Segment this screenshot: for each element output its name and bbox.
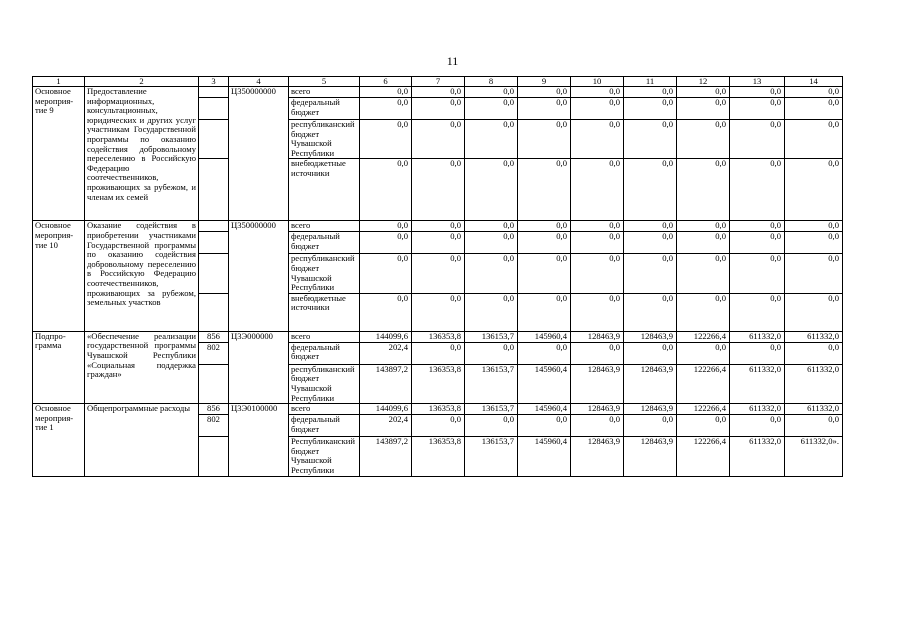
value-cell: 0,0 <box>360 98 412 120</box>
value-cell: 0,0 <box>785 87 843 98</box>
header-cell: 8 <box>465 77 518 87</box>
header-cell: 6 <box>360 77 412 87</box>
value-cell: 0,0 <box>730 293 785 331</box>
value-cell: 0,0 <box>677 232 730 254</box>
page-number: 11 <box>446 54 459 68</box>
value-cell: 0,0 <box>518 293 571 331</box>
header-cell: 14 <box>785 77 843 87</box>
value-cell: 0,0 <box>730 342 785 364</box>
value-cell: 0,0 <box>412 415 465 437</box>
value-cell: 128463,9 <box>571 331 624 342</box>
value-cell: 611332,0 <box>730 437 785 476</box>
funding-source-cell: федеральный бюджет <box>289 415 360 437</box>
value-cell: 122266,4 <box>677 404 730 415</box>
value-cell: 0,0 <box>465 342 518 364</box>
header-cell: 11 <box>624 77 677 87</box>
value-cell: 0,0 <box>571 342 624 364</box>
value-cell: 128463,9 <box>624 437 677 476</box>
value-cell: 0,0 <box>624 232 677 254</box>
value-cell: 0,0 <box>624 254 677 293</box>
value-cell: 0,0 <box>465 159 518 221</box>
grbs-cell <box>199 364 229 403</box>
value-cell: 0,0 <box>571 415 624 437</box>
grbs-cell <box>199 232 229 254</box>
value-cell: 0,0 <box>360 159 412 221</box>
value-cell: 611332,0 <box>730 331 785 342</box>
value-cell: 122266,4 <box>677 331 730 342</box>
funding-source-cell: федеральный бюджет <box>289 232 360 254</box>
budget-code-cell: Ц350000000 <box>229 221 289 331</box>
value-cell: 0,0 <box>785 232 843 254</box>
value-cell: 0,0 <box>412 221 465 232</box>
value-cell: 143897,2 <box>360 364 412 403</box>
value-cell: 0,0 <box>730 232 785 254</box>
value-cell: 136153,7 <box>465 404 518 415</box>
funding-source-cell: республиканский бюджет Чувашской Республики <box>289 254 360 293</box>
value-cell: 0,0 <box>624 342 677 364</box>
value-cell: 611332,0 <box>785 364 843 403</box>
table-row <box>33 331 843 342</box>
header-cell: 4 <box>229 77 289 87</box>
grbs-cell: 856 <box>199 404 229 415</box>
value-cell: 0,0 <box>412 342 465 364</box>
value-cell: 0,0 <box>518 98 571 120</box>
value-cell: 611332,0 <box>730 364 785 403</box>
value-cell: 0,0 <box>677 293 730 331</box>
value-cell: 0,0 <box>677 221 730 232</box>
value-cell: 122266,4 <box>677 364 730 403</box>
value-cell: 0,0 <box>677 415 730 437</box>
value-cell: 0,0 <box>360 232 412 254</box>
event-description-cell: «Обеспечение реализации государственной программы Чувашской Республики «Социальная поддержка граждан» <box>85 331 199 403</box>
value-cell: 0,0 <box>624 293 677 331</box>
value-cell: 0,0 <box>518 254 571 293</box>
value-cell: 144099,6 <box>360 331 412 342</box>
value-cell: 0,0 <box>677 120 730 159</box>
value-cell: 0,0 <box>360 293 412 331</box>
value-cell: 0,0 <box>360 254 412 293</box>
event-description-cell: Предоставление информационных, консультационных, юридических и других услуг участникам Государственной программы по оказанию содействия добровольному переселению в Российскую Федерацию соотечественников, проживающих за рубежом, и членам их семей <box>85 87 199 221</box>
value-cell: 143897,2 <box>360 437 412 476</box>
value-cell: 128463,9 <box>624 364 677 403</box>
grbs-cell: 856 <box>199 331 229 342</box>
value-cell: 611332,0 <box>785 404 843 415</box>
table-row <box>33 404 843 415</box>
value-cell: 0,0 <box>518 120 571 159</box>
value-cell: 0,0 <box>677 254 730 293</box>
value-cell: 0,0 <box>465 87 518 98</box>
value-cell: 136153,7 <box>465 364 518 403</box>
value-cell: 0,0 <box>465 293 518 331</box>
value-cell: 0,0 <box>412 232 465 254</box>
value-cell: 0,0 <box>571 159 624 221</box>
table-row <box>33 87 843 98</box>
grbs-cell: 802 <box>199 415 229 437</box>
funding-source-cell: Республиканский бюджет Чувашской Республики <box>289 437 360 476</box>
header-cell: 2 <box>85 77 199 87</box>
value-cell: 0,0 <box>730 254 785 293</box>
value-cell: 202,4 <box>360 415 412 437</box>
funding-source-cell: всего <box>289 331 360 342</box>
value-cell: 0,0 <box>465 254 518 293</box>
value-cell: 0,0 <box>518 415 571 437</box>
value-cell: 0,0 <box>624 221 677 232</box>
value-cell: 145960,4 <box>518 404 571 415</box>
header-cell: 13 <box>730 77 785 87</box>
value-cell: 128463,9 <box>571 404 624 415</box>
value-cell: 0,0 <box>571 221 624 232</box>
value-cell: 0,0 <box>412 159 465 221</box>
value-cell: 136353,8 <box>412 437 465 476</box>
value-cell: 0,0 <box>412 254 465 293</box>
value-cell: 0,0 <box>624 159 677 221</box>
header-cell: 1 <box>33 77 85 87</box>
value-cell: 0,0 <box>465 232 518 254</box>
value-cell: 0,0 <box>465 221 518 232</box>
value-cell: 0,0 <box>465 98 518 120</box>
grbs-cell <box>199 87 229 98</box>
value-cell: 0,0 <box>730 98 785 120</box>
funding-source-cell: внебюджетные источники <box>289 293 360 331</box>
value-cell: 0,0 <box>465 415 518 437</box>
value-cell: 0,0 <box>677 98 730 120</box>
funding-source-cell: всего <box>289 87 360 98</box>
grbs-cell <box>199 120 229 159</box>
value-cell: 0,0 <box>518 87 571 98</box>
funding-source-cell: всего <box>289 404 360 415</box>
value-cell: 0,0 <box>677 159 730 221</box>
header-cell: 3 <box>199 77 229 87</box>
value-cell: 0,0 <box>785 254 843 293</box>
event-description-cell: Оказание содействия в приобретении участниками Государственной программы по оказанию содействия добровольному переселению в Российскую Федерацию соотечественников, проживающих за рубежом, земельных участков <box>85 221 199 331</box>
value-cell: 0,0 <box>785 221 843 232</box>
header-cell: 7 <box>412 77 465 87</box>
event-label-cell: Основное мероприя-тие 1 <box>33 404 85 476</box>
grbs-cell <box>199 221 229 232</box>
value-cell: 0,0 <box>412 98 465 120</box>
value-cell: 136153,7 <box>465 331 518 342</box>
value-cell: 136353,8 <box>412 404 465 415</box>
value-cell: 136153,7 <box>465 437 518 476</box>
value-cell: 202,4 <box>360 342 412 364</box>
header-cell: 9 <box>518 77 571 87</box>
value-cell: 0,0 <box>677 87 730 98</box>
grbs-cell <box>199 293 229 331</box>
value-cell: 0,0 <box>624 120 677 159</box>
value-cell: 611332,0 <box>785 331 843 342</box>
value-cell: 611332,0». <box>785 437 843 476</box>
value-cell: 0,0 <box>730 415 785 437</box>
value-cell: 144099,6 <box>360 404 412 415</box>
value-cell: 0,0 <box>785 120 843 159</box>
budget-table <box>32 76 843 477</box>
grbs-cell <box>199 159 229 221</box>
value-cell: 0,0 <box>730 87 785 98</box>
funding-source-cell: всего <box>289 221 360 232</box>
grbs-cell <box>199 437 229 476</box>
funding-source-cell: внебюджетные источники <box>289 159 360 221</box>
value-cell: 0,0 <box>412 120 465 159</box>
value-cell: 136353,8 <box>412 331 465 342</box>
value-cell: 128463,9 <box>624 404 677 415</box>
value-cell: 145960,4 <box>518 364 571 403</box>
funding-source-cell: республиканский бюджет Чувашской Республики <box>289 364 360 403</box>
value-cell: 145960,4 <box>518 437 571 476</box>
budget-code-cell: Ц350000000 <box>229 87 289 221</box>
value-cell: 0,0 <box>518 159 571 221</box>
value-cell: 0,0 <box>785 415 843 437</box>
value-cell: 0,0 <box>571 254 624 293</box>
value-cell: 128463,9 <box>571 364 624 403</box>
value-cell: 0,0 <box>785 342 843 364</box>
grbs-cell <box>199 98 229 120</box>
value-cell: 0,0 <box>360 87 412 98</box>
value-cell: 0,0 <box>730 221 785 232</box>
funding-source-cell: федеральный бюджет <box>289 342 360 364</box>
funding-source-cell: федеральный бюджет <box>289 98 360 120</box>
event-label-cell: Основное мероприя-тие 9 <box>33 87 85 221</box>
value-cell: 128463,9 <box>624 331 677 342</box>
value-cell: 0,0 <box>360 120 412 159</box>
value-cell: 0,0 <box>571 87 624 98</box>
value-cell: 0,0 <box>571 98 624 120</box>
budget-code-cell: Ц3Э000000 <box>229 331 289 403</box>
value-cell: 0,0 <box>624 415 677 437</box>
value-cell: 0,0 <box>624 87 677 98</box>
value-cell: 0,0 <box>785 159 843 221</box>
value-cell: 0,0 <box>571 293 624 331</box>
value-cell: 0,0 <box>571 232 624 254</box>
table-body <box>33 87 843 477</box>
value-cell: 145960,4 <box>518 331 571 342</box>
value-cell: 0,0 <box>730 120 785 159</box>
event-label-cell: Основное мероприя-тие 10 <box>33 221 85 331</box>
event-description-cell: Общепрограммные расходы <box>85 404 199 476</box>
header-cell: 10 <box>571 77 624 87</box>
value-cell: 0,0 <box>730 159 785 221</box>
value-cell: 128463,9 <box>571 437 624 476</box>
value-cell: 0,0 <box>677 342 730 364</box>
funding-source-cell: республиканский бюджет Чувашской Республики <box>289 120 360 159</box>
value-cell: 611332,0 <box>730 404 785 415</box>
table-row <box>33 221 843 232</box>
grbs-cell: 802 <box>199 342 229 364</box>
value-cell: 122266,4 <box>677 437 730 476</box>
value-cell: 0,0 <box>785 98 843 120</box>
event-label-cell: Подпро-грамма <box>33 331 85 403</box>
value-cell: 0,0 <box>624 98 677 120</box>
value-cell: 0,0 <box>360 221 412 232</box>
grbs-cell <box>199 254 229 293</box>
value-cell: 0,0 <box>412 293 465 331</box>
value-cell: 0,0 <box>465 120 518 159</box>
budget-code-cell: Ц3Э0100000 <box>229 404 289 476</box>
value-cell: 0,0 <box>518 221 571 232</box>
value-cell: 0,0 <box>412 87 465 98</box>
value-cell: 136353,8 <box>412 364 465 403</box>
value-cell: 0,0 <box>518 232 571 254</box>
header-cell: 5 <box>289 77 360 87</box>
value-cell: 0,0 <box>518 342 571 364</box>
value-cell: 0,0 <box>571 120 624 159</box>
header-row <box>33 77 843 87</box>
value-cell: 0,0 <box>785 293 843 331</box>
header-cell: 12 <box>677 77 730 87</box>
